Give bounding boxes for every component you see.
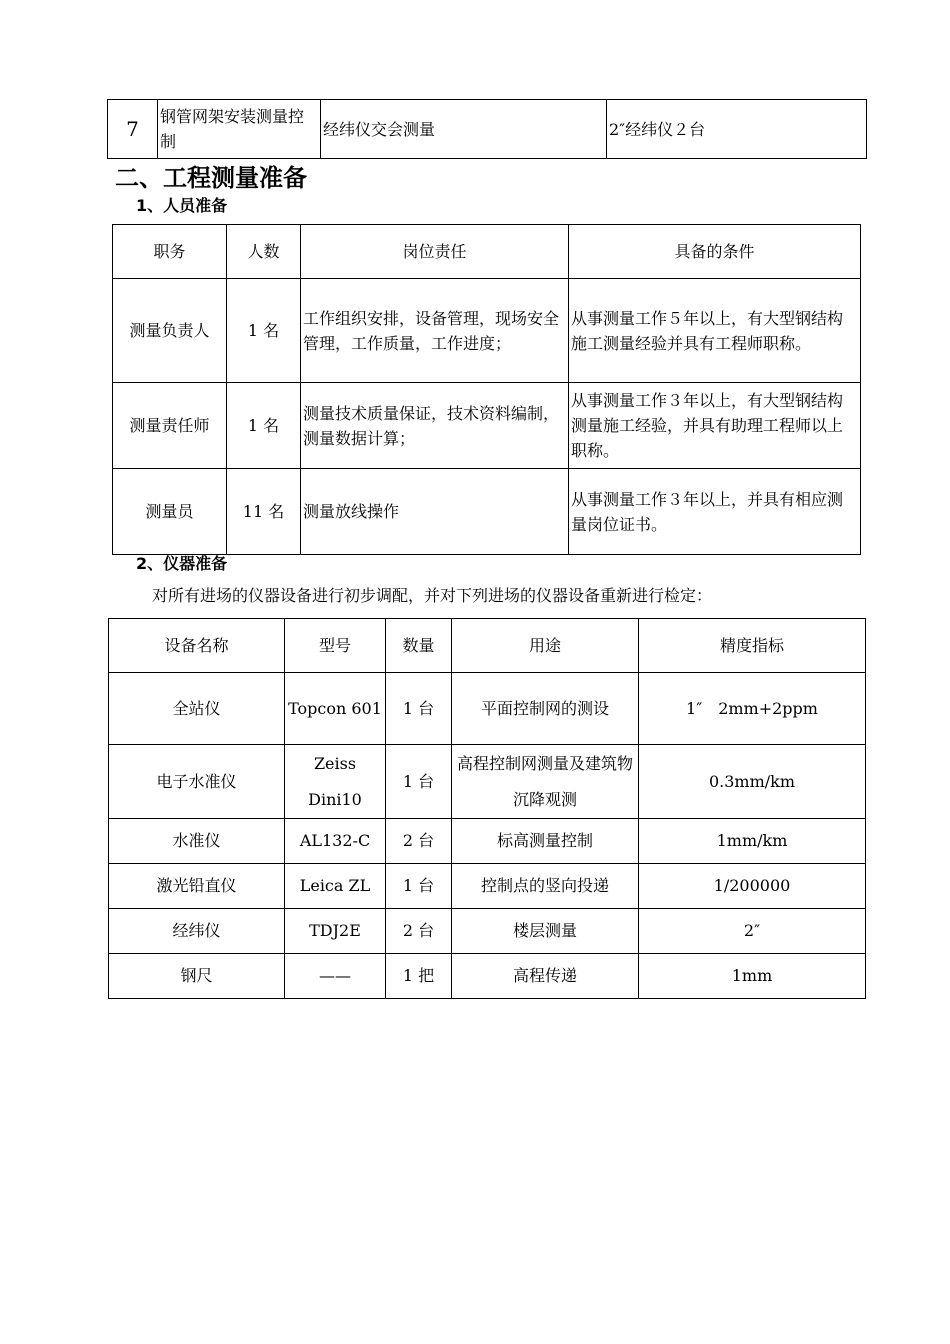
table-row — [113, 279, 861, 383]
duty-cell: 测量技术质量保证，技术资料编制，测量数据计算； — [301, 383, 569, 469]
header-cell: 数量 — [386, 619, 452, 673]
section-title: 二、工程测量准备 — [115, 164, 307, 192]
table-header-row — [109, 619, 866, 673]
usage-cell: 高程传递 — [452, 954, 639, 999]
model-cell: Zeiss Dini10 — [285, 745, 386, 819]
duty-cell: 工作组织安排，设备管理，现场安全管理，工作质量，工作进度； — [301, 279, 569, 383]
header-cell: 职务 — [113, 225, 227, 279]
requirement-cell: 从事测量工作５年以上，有大型钢结构施工测量经验并具有工程师职称。 — [569, 279, 861, 383]
task-method: 经纬仪交会测量 — [321, 100, 607, 159]
usage-cell: 高程控制网测量及建筑物沉降观测 — [452, 745, 639, 819]
device-name-cell: 激光铅直仪 — [109, 864, 285, 909]
model-cell: Leica ZL — [285, 864, 386, 909]
task-equipment: 2″经纬仪２台 — [607, 100, 867, 159]
model-cell: Topcon 601 — [285, 673, 386, 745]
table-row — [109, 673, 866, 745]
table-row — [109, 954, 866, 999]
quantity-cell: 1 台 — [386, 745, 452, 819]
instruments-heading: 2、仪器准备 — [136, 554, 228, 573]
usage-cell: 控制点的竖向投递 — [452, 864, 639, 909]
usage-cell: 平面控制网的测设 — [452, 673, 639, 745]
role-cell: 测量员 — [113, 469, 227, 555]
table-row — [109, 745, 866, 819]
header-cell: 型号 — [285, 619, 386, 673]
model-cell: AL132-C — [285, 819, 386, 864]
role-cell: 测量负责人 — [113, 279, 227, 383]
construction-task-table — [107, 99, 867, 159]
requirement-cell: 从事测量工作３年以上，有大型钢结构测量施工经验，并具有助理工程师以上职称。 — [569, 383, 861, 469]
device-name-cell: 水准仪 — [109, 819, 285, 864]
table-row — [109, 819, 866, 864]
table-header-row — [113, 225, 861, 279]
usage-cell: 标高测量控制 — [452, 819, 639, 864]
usage-cell: 楼层测量 — [452, 909, 639, 954]
instruments-table — [108, 618, 866, 999]
accuracy-cell: 1/200000 — [639, 864, 866, 909]
header-cell: 精度指标 — [639, 619, 866, 673]
accuracy-cell: 2″ — [639, 909, 866, 954]
header-cell: 设备名称 — [109, 619, 285, 673]
accuracy-cell: 0.3mm/km — [639, 745, 866, 819]
device-name-cell: 电子水准仪 — [109, 745, 285, 819]
accuracy-cell: 1″ 2mm+2ppm — [639, 673, 866, 745]
model-cell: —— — [285, 954, 386, 999]
header-cell: 具备的条件 — [569, 225, 861, 279]
accuracy-cell: 1mm — [639, 954, 866, 999]
role-cell: 测量责任师 — [113, 383, 227, 469]
model-cell: TDJ2E — [285, 909, 386, 954]
count-cell: 1 名 — [227, 383, 301, 469]
table-row — [108, 100, 867, 159]
personnel-heading: 1、人员准备 — [136, 196, 228, 215]
count-cell: 1 名 — [227, 279, 301, 383]
table-row — [113, 383, 861, 469]
row-number: 7 — [108, 100, 158, 159]
quantity-cell: 2 台 — [386, 909, 452, 954]
requirement-cell: 从事测量工作３年以上，并具有相应测量岗位证书。 — [569, 469, 861, 555]
table-row — [109, 909, 866, 954]
device-name-cell: 钢尺 — [109, 954, 285, 999]
device-name-cell: 全站仪 — [109, 673, 285, 745]
device-name-cell: 经纬仪 — [109, 909, 285, 954]
count-cell: 11 名 — [227, 469, 301, 555]
quantity-cell: 1 台 — [386, 864, 452, 909]
instruments-intro: 对所有进场的仪器设备进行初步调配，并对下列进场的仪器设备重新进行检定： — [152, 586, 713, 605]
header-cell: 岗位责任 — [301, 225, 569, 279]
quantity-cell: 1 台 — [386, 673, 452, 745]
table-row — [109, 864, 866, 909]
header-cell: 人数 — [227, 225, 301, 279]
table-row — [113, 469, 861, 555]
quantity-cell: 1 把 — [386, 954, 452, 999]
accuracy-cell: 1mm/km — [639, 819, 866, 864]
personnel-table — [112, 224, 861, 555]
duty-cell: 测量放线操作 — [301, 469, 569, 555]
header-cell: 用途 — [452, 619, 639, 673]
quantity-cell: 2 台 — [386, 819, 452, 864]
task-name: 钢管网架安装测量控制 — [158, 100, 321, 159]
